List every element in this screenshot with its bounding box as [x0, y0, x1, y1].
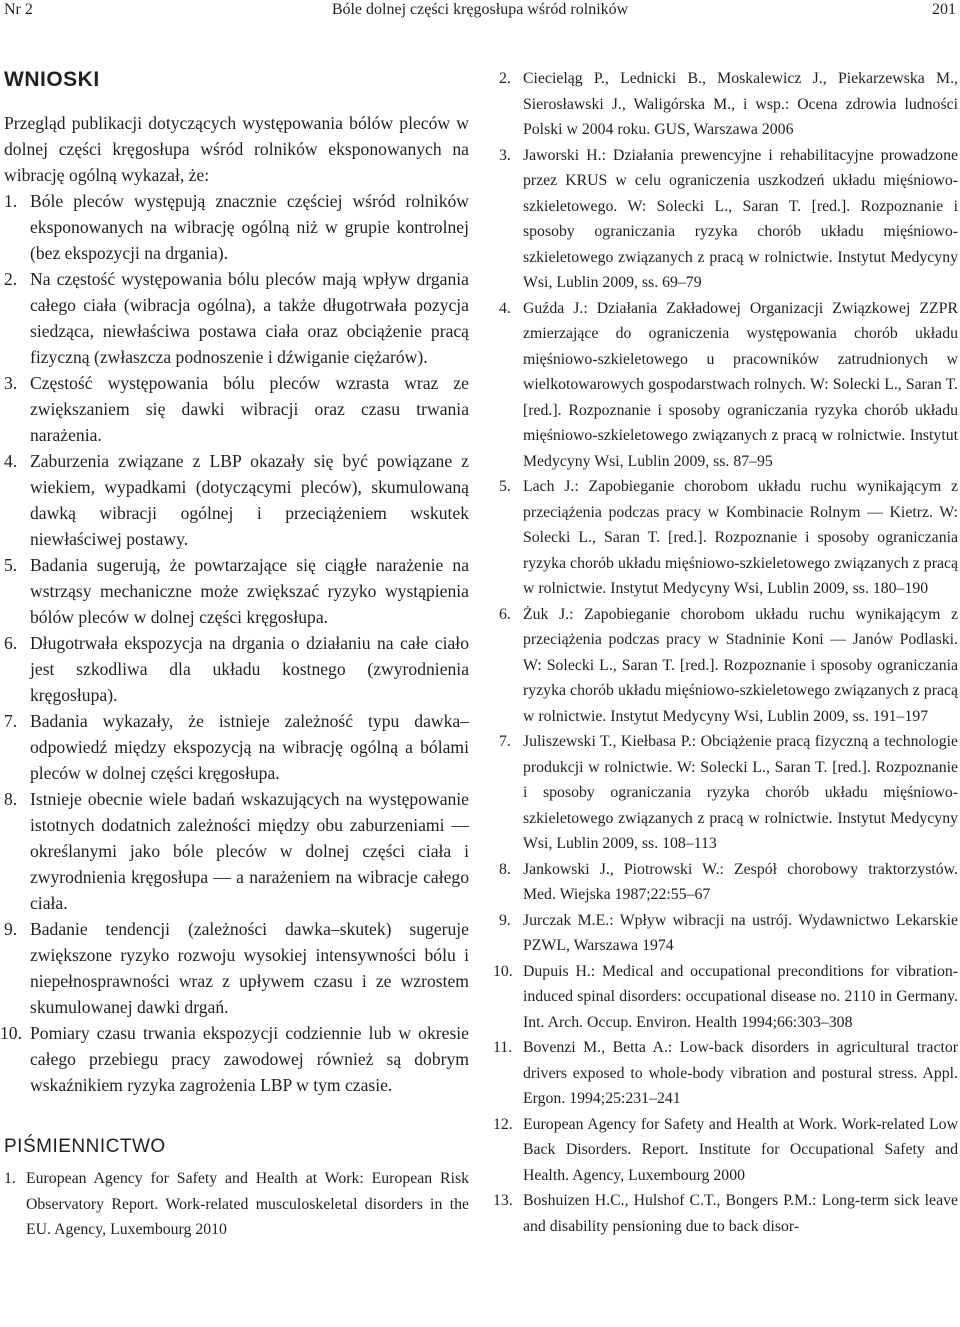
references-heading: PIŚMIENNICTWO — [4, 1136, 166, 1157]
reference-item-text: European Agency for Safety and Health at Work: European Risk Observatory Report. Work-related musculoskeletal disorders in the EU. Agency, Luxembourg 2010 — [26, 1170, 469, 1238]
reference-item-text: Żuk J.: Zapobieganie chorobom układu ruchu wynikającym z przeciążenia podczas pracy w Stadninie Koni — Janów Podlaski. W: Solecki L., Saran T. [red.]. Rozpoznanie i sposoby ograniczania ryzyka chorób układu mięśniowo-szkieletowego związanych z pracą w rolnictwie. Instytut Medycyny Wsi, Lublin 2009, ss. 191–197 — [523, 605, 958, 725]
reference-item-text: Jankowski J., Piotrowski W.: Zespół chorobowy traktorzystów. Med. Wiejska 1987;22:55–67 — [523, 860, 958, 903]
conclusion-item-number: 9. — [4, 919, 18, 939]
reference-item-text: Dupuis H.: Medical and occupational preconditions for vibration-induced spinal disorders: occupational disease no. 2110 in Germany. Int. Arch. Occup. Environ. Health 1994;66:303–308 — [523, 962, 958, 1031]
reference-item-number: 13. — [493, 1192, 513, 1209]
conclusion-item — [4, 786, 469, 916]
reference-item — [499, 66, 958, 143]
conclusions-intro: Przegląd publikacji dotyczących występowania bólów pleców w dolnej części kręgosłupa wśród rolników eksponowanych na wibrację ogólną wykazał, że: — [4, 113, 469, 185]
reference-item-number: 2. — [499, 70, 511, 87]
reference-item-number: 6. — [499, 605, 511, 623]
reference-item-text: Jaworski H.: Działania prewencyjne i rehabilitacyjne prowadzone przez KRUS w celu ograniczenia uszkodzeń układu mięśniowo-szkieletowego. W: Solecki L., Saran T. [red.]. Rozpoznanie i sposoby ograniczania ryzyka chorób układu mięśniowo-szkieletowego związanych z pracą w rolnictwie. Instytut Medycyny Wsi, Lublin 2009, ss. 69–79 — [523, 146, 958, 291]
right-column — [493, 66, 958, 1239]
reference-item — [499, 602, 958, 730]
conclusion-item-number: 2. — [4, 269, 18, 289]
conclusion-item — [0, 1020, 469, 1098]
conclusion-item-number: 1. — [4, 191, 18, 211]
conclusion-item-text: Badania sugerują, że powtarzające się ciągłe narażenie na wstrząsy mechaniczne może zwiększać ryzyko wystąpienia bólów pleców w dolnej części kręgosłupa. — [30, 555, 469, 627]
reference-item-number: 11. — [493, 1039, 513, 1056]
reference-item — [493, 1035, 958, 1112]
conclusion-item-text: Istnieje obecnie wiele badań wskazujących na występowanie istotnych dodatnich zależności między obu zaburzeniami — określanymi jako bóle pleców w dolnej części ciała i zwyrodnienia kręgosłupa — a narażeniem na wibracje całego ciała. — [30, 789, 469, 913]
reference-item-number: 10. — [493, 962, 513, 980]
conclusion-item-text: Badanie tendencji (zależności dawka–skutek) sugeruje zwiększone ryzyko rozwoju wysokiej intensywności bólu i niepełnosprawności wraz z upływem czasu i ze wzrostem skumulowanej dawki drgań. — [30, 919, 469, 1017]
reference-item-number: 1. — [4, 1170, 16, 1187]
conclusion-item — [4, 370, 469, 448]
conclusion-item-number: 7. — [4, 711, 18, 731]
conclusion-item-text: Bóle pleców występują znacznie częściej wśród rolników eksponowanych na wibrację ogólną niż w grupie kontrolnej (bez ekspozycji na drgania). — [30, 191, 469, 263]
reference-item — [499, 474, 958, 602]
reference-item-text: Jurczak M.E.: Wpływ wibracji na ustrój. Wydawnictwo Lekarskie PZWL, Warszawa 1974 — [523, 911, 958, 954]
page-number: 201 — [932, 1, 956, 18]
reference-item — [493, 1112, 958, 1189]
reference-item — [499, 143, 958, 296]
conclusion-item-number: 3. — [4, 373, 18, 393]
conclusion-item-text: Częstość występowania bólu pleców wzrasta wraz ze zwiększaniem się dawki wibracji oraz czasu trwania narażenia. — [30, 373, 469, 445]
reference-item-number: 9. — [499, 911, 511, 929]
left-column — [0, 66, 469, 1243]
reference-item-text: European Agency for Safety and Health at Work. Work-related Low Back Disorders. Report. Institute for Occupational Safety and Health. Agency, Luxembourg 2000 — [523, 1115, 958, 1184]
reference-item — [4, 1166, 469, 1243]
conclusion-item-number: 5. — [4, 555, 18, 575]
conclusion-item — [4, 708, 469, 786]
conclusion-item-number: 8. — [4, 789, 18, 809]
reference-item — [499, 857, 958, 908]
conclusion-item-text: Badania wykazały, że istnieje zależność typu dawka–odpowiedź między ekspozycją na wibrację ogólną a bólami pleców w dolnej części kręgosłupa. — [30, 711, 469, 783]
reference-item — [493, 1188, 958, 1239]
conclusion-item — [4, 266, 469, 370]
conclusion-item-text: Pomiary czasu trwania ekspozycji codziennie lub w okresie całego przebiegu pracy zawodowej również są dobrym wskaźnikiem ryzyka zagrożenia LBP w tym czasie. — [30, 1023, 469, 1095]
reference-item-number: 7. — [499, 733, 511, 750]
reference-item — [499, 729, 958, 857]
conclusion-item-number: 6. — [4, 633, 18, 653]
reference-item-number: 3. — [499, 146, 511, 164]
conclusion-item-text: Zaburzenia związane z LBP okazały się być powiązane z wiekiem, wypadkami (dotyczącymi pleców), skumulowaną dawką wibracji ogólnej i przeciążeniem wskutek niewłaściwej postawy. — [30, 451, 469, 549]
conclusion-item — [4, 916, 469, 1020]
conclusion-item — [4, 630, 469, 708]
conclusions-list — [0, 188, 469, 1098]
conclusion-item — [4, 188, 469, 266]
conclusion-item — [4, 552, 469, 630]
reference-item-number: 5. — [499, 478, 511, 495]
conclusion-item — [4, 448, 469, 552]
conclusions-heading: WNIOSKI — [4, 68, 100, 91]
issue-number: Nr 2 — [4, 1, 33, 18]
conclusion-item-text: Na częstość występowania bólu pleców mają wpływ drgania całego ciała (wibracja ogólna), a także długotrwała pozycja siedząca, niewłaściwa postawa ciała oraz obciążenie pracą fizyczną (zwłaszcza podnoszenie i dźwiganie ciężarów). — [30, 269, 469, 367]
running-title: Bóle dolnej części kręgosłupa wśród rolników — [331, 1, 629, 18]
reference-item — [493, 959, 958, 1036]
references-list-right — [493, 66, 958, 1239]
reference-item-number: 12. — [493, 1115, 513, 1133]
conclusion-item-number: 4. — [4, 451, 18, 471]
references-list-left — [4, 1166, 469, 1243]
reference-item-text: Boshuizen H.C., Hulshof C.T., Bongers P.M.: Long-term sick leave and disability pensioning due to back disor- — [523, 1192, 958, 1235]
reference-item-text: Ciecieląg P., Lednicki B., Moskalewicz J., Piekarzewska M., Sierosławski J., Waligórska M., i wsp.: Ocena zdrowia ludności Polski w 2004 roku. GUS, Warszawa 2006 — [523, 70, 958, 138]
reference-item-number: 4. — [499, 299, 511, 317]
reference-item — [499, 908, 958, 959]
reference-item-number: 8. — [499, 860, 511, 878]
running-header — [4, 0, 956, 22]
conclusion-item-number: 10. — [0, 1023, 22, 1043]
reference-item — [499, 296, 958, 475]
reference-item-text: Juliszewski T., Kiełbasa P.: Obciążenie pracą fizyczną a technologie produkcji w rolnictwie. W: Solecki L., Saran T. [red.]. Rozpoznanie i sposoby ograniczania ryzyka chorób układu mięśniowo-szkieletowego związanych z pracą w rolnictwie. Instytut Medycyny Wsi, Lublin 2009, ss. 108–113 — [523, 733, 958, 852]
reference-item-text: Guźda J.: Działania Zakładowej Organizacji Związkowej ZZPR zmierzające do ograniczenia występowania chorób układu mięśniowo-szkieletowego u pracowników zatrudnionych w wielkotowarowych gospodarstwach rolnych. W: Solecki L., Saran T. [red.]. Rozpoznanie i sposoby ograniczania ryzyka chorób układu mięśniowo-szkieletowego związanych z pracą w rolnictwie. Instytut Medycyny Wsi, Lublin 2009, ss. 87–95 — [523, 299, 958, 470]
reference-item-text: Bovenzi M., Betta A.: Low-back disorders in agricultural tractor drivers exposed to whole-body vibration and postural stress. Appl. Ergon. 1994;25:231–241 — [523, 1039, 958, 1107]
reference-item-text: Lach J.: Zapobieganie chorobom układu ruchu wynikającym z przeciążenia podczas pracy w Kombinacie Rolnym — Kietrz. W: Solecki L., Saran T. [red.]. Rozpoznanie i sposoby ograniczania ryzyka chorób układu mięśniowo-szkieletowego związanych z pracą w rolnictwie. Instytut Medycyny Wsi, Lublin 2009, ss. 180–190 — [523, 478, 958, 597]
conclusion-item-text: Długotrwała ekspozycja na drgania o działaniu na całe ciało jest szkodliwa dla układu kostnego (zwyrodnienia kręgosłupa). — [30, 633, 469, 705]
